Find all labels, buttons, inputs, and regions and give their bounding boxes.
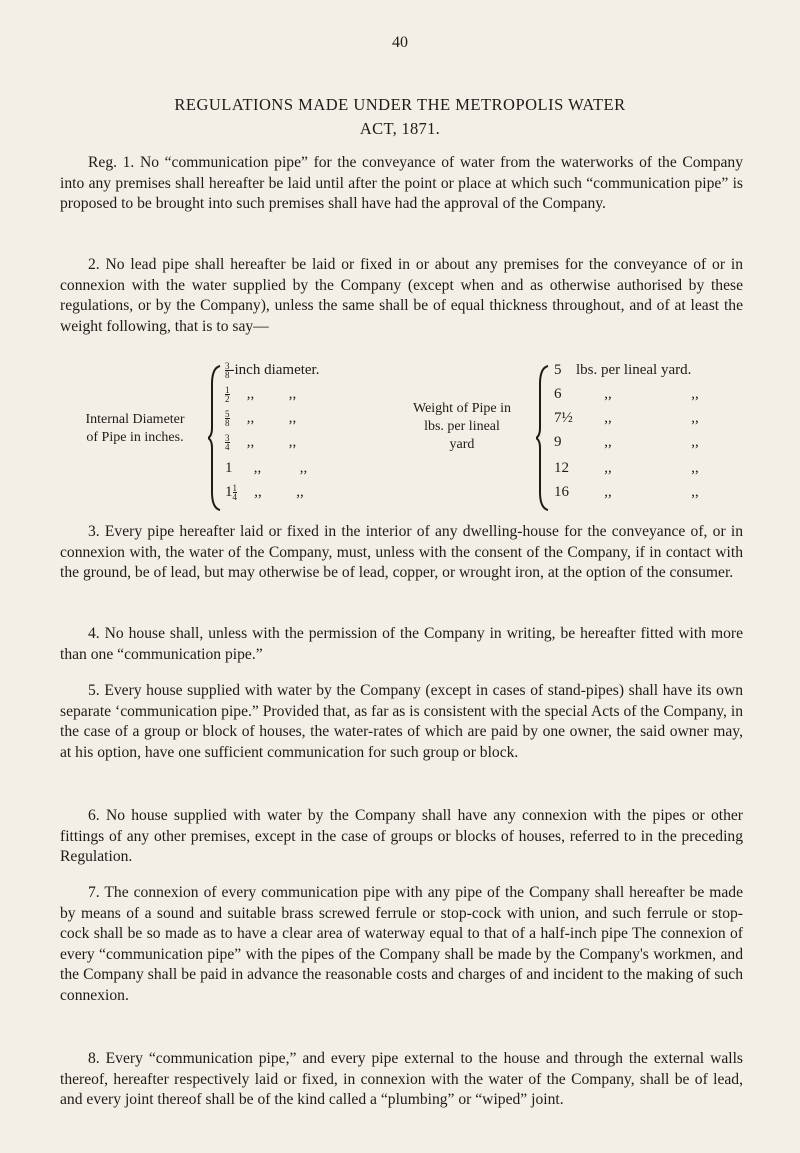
regulation-7: 7. The connexion of every communication pipe with any pipe of the Company shall hereafter be made by means of a sound and suitable brass screwed ferrule or stop-cock with union, and such ferrule or stop-cock shall be so made as to have a clear area of waterway equal to that of a half-inch pipe The connexion of every “communication pipe” with the pipes of the Company shall be made by the Company's workmen, and the Company shall be paid in advance the reasonable costs and charges of and incident to the making of such connexion. xyxy=(60,884,743,1004)
weight-row: 7½ ,, ,, xyxy=(554,410,699,426)
diameter-row: 1 ,, ,, xyxy=(225,460,308,476)
regulation-5: 5. Every house supplied with water by the Company (except in cases of stand-pipes) shall have its own separate ‘communication pipe.” Provided that, as far as is consistent with the special Acts of the Company, in the case of a group or block of houses, the water-rates of which are paid by one owner, the said owner may, at his option, have one sufficient communication for such group or block. xyxy=(60,682,743,761)
weight-row: 5 lbs. per lineal yard. xyxy=(554,362,692,378)
page-title xyxy=(58,93,742,141)
title-line-2: ACT, 1871. xyxy=(359,119,441,138)
diameter-row: 1 $\frac{1}{4}$ ,, ,, xyxy=(225,483,304,503)
regulation-3: 3. Every pipe hereafter laid or fixed in the interior of any dwelling-house for the conveyance of, or in connexion with, the water of the Company, must, unless with the consent of the Company, if in contact with the ground, be of lead, but may otherwise be of lead, copper, or wrought iron, at the option of the consumer. xyxy=(60,523,743,582)
weight-row: 6 ,, ,, xyxy=(554,386,699,402)
diameter-row: $\frac{1}{2}$ ,, ,, xyxy=(225,385,297,405)
weight-label: Weight of Pipe in lbs. per lineal yard xyxy=(412,401,512,452)
title-line-1: REGULATIONS MADE UNDER THE METROPOLIS WATER xyxy=(174,95,626,114)
left-brace xyxy=(208,364,222,512)
weight-row: 9 ,, ,, xyxy=(554,434,699,450)
diameter-label: Internal Diameter of Pipe in inches. xyxy=(85,412,185,445)
page-number: 40 xyxy=(392,34,408,51)
regulation-6: 6. No house supplied with water by the Company shall have any connexion with the pipes or other fittings of any other premises, except in the case of groups or blocks of houses, referred to in the preceding Regulation. xyxy=(60,807,743,866)
diameter-row: $\frac{3}{8}$ -inch diameter. xyxy=(225,361,320,381)
diameter-row: $\frac{5}{8}$ ,, ,, xyxy=(225,409,297,429)
regulation-1: Reg. 1. No “communication pipe” for the conveyance of water from the waterworks of the Company into any premises shall hereafter be laid until after the point or place at which such “communication pipe” is proposed to be brought into such premises shall have had the approval of the Company. xyxy=(60,154,743,213)
weight-row: 16 ,, ,, xyxy=(554,484,699,500)
weight-row: 12 ,, ,, xyxy=(554,460,699,476)
diameter-row: $\frac{3}{4}$ ,, ,, xyxy=(225,433,297,453)
regulation-8: 8. Every “communication pipe,” and every pipe external to the house and through the external walls thereof, hereafter respectively laid or fixed, in connexion with the water of the Company, shall be of lead, and every joint thereof shall be of the kind called a “plumbing” or “wiped” joint. xyxy=(60,1050,743,1109)
right-brace xyxy=(536,364,550,512)
regulation-2: 2. No lead pipe shall hereafter be laid or fixed in or about any premises for the conveyance of or in connexion with the water supplied by the Company (except when and as otherwise authorised by these regulations, or by the Company), unless the same shall be of equal thickness throughout, and of at least the weight following, that is to say— xyxy=(60,256,743,335)
regulation-4: 4. No house shall, unless with the permission of the Company in writing, be hereafter fitted with more than one “communication pipe.” xyxy=(60,625,743,663)
pipe-weight-table xyxy=(60,362,750,512)
